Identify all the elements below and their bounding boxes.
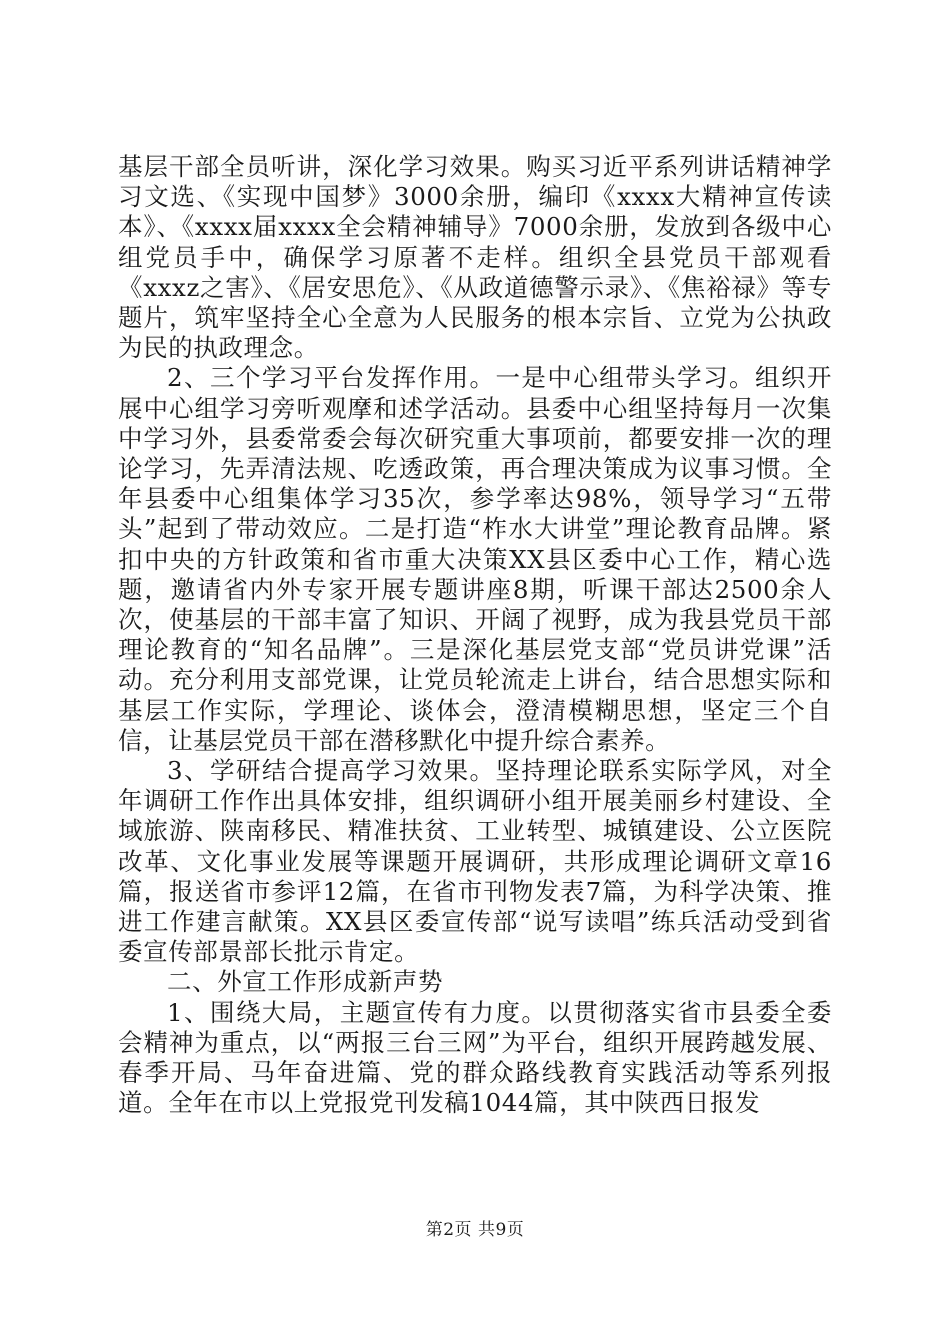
paragraph-2: 2、三个学习平台发挥作用。一是中心组带头学习。组织开展中心组学习旁听观摩和述学活动。县委中心组坚持每月一次集中学习外，县委常委会每次研究重大事项前，都要安排一次的理论学习，先弄清法规、吃透政策，再合理决策成为议事习惯。全年县委中心组集体学习35次，参学率达98%，领导学习“五带头”起到了带动效应。二是打造“柞水大讲堂”理论教育品牌。紧扣中央的方针政策和省市重大决策XX县区委中心工作，精心选题，邀请省内外专家开展专题讲座8期，听课干部达2500余人次，使基层的干部丰富了知识、开阔了视野，成为我县党员干部理论教育的“知名品牌”。三是深化基层党支部“党员讲党课”活动。充分利用支部党课，让党员轮流走上讲台，结合思想实际和基层工作实际，学理论、谈体会，澄清模糊思想，坚定三个自信，让基层党员干部在潜移默化中提升综合素养。 bbox=[118, 363, 832, 755]
paragraph-4: 1、围绕大局，主题宣传有力度。以贯彻落实省市县委全委会精神为重点，以“两报三台三网”为平台，组织开展跨越发展、春季开局、马年奋进篇、党的群众路线教育实践活动等系列报道。全年在市以上党报党刊发稿1044篇，其中陕西日报发 bbox=[118, 997, 832, 1118]
paragraph-1: 基层干部全员听讲，深化学习效果。购买习近平系列讲话精神学习文选、《实现中国梦》3000余册，编印《xxxx大精神宣传读本》、《xxxx届xxxx全会精神辅导》7000余册，发放到各级中心组党员手中，确保学习原著不走样。组织全县党员干部观看《xxxz之害》、《居安思危》、《从政道德警示录》、《焦裕禄》等专题片，筑牢坚持全心全意为人民服务的根本宗旨、立党为公执政为民的执政理念。 bbox=[118, 152, 832, 363]
document-body bbox=[118, 152, 832, 1119]
page-number-footer: 第2页 共9页 bbox=[425, 1220, 525, 1240]
paragraph-3: 3、学研结合提高学习效果。坚持理论联系实际学风，对全年调研工作作出具体安排，组织调研小组开展美丽乡村建设、全域旅游、陕南移民、精准扶贫、工业转型、城镇建设、公立医院改革、文化事业发展等课题开展调研，共形成理论调研文章16篇，报送省市参评12篇，在省市刊物发表7篇，为科学决策、推进工作建言献策。XX县区委宣传部“说写读唱”练兵活动受到省委宣传部景部长批示肯定。 bbox=[118, 756, 832, 967]
section-heading: 二、外宣工作形成新声势 bbox=[167, 967, 444, 997]
